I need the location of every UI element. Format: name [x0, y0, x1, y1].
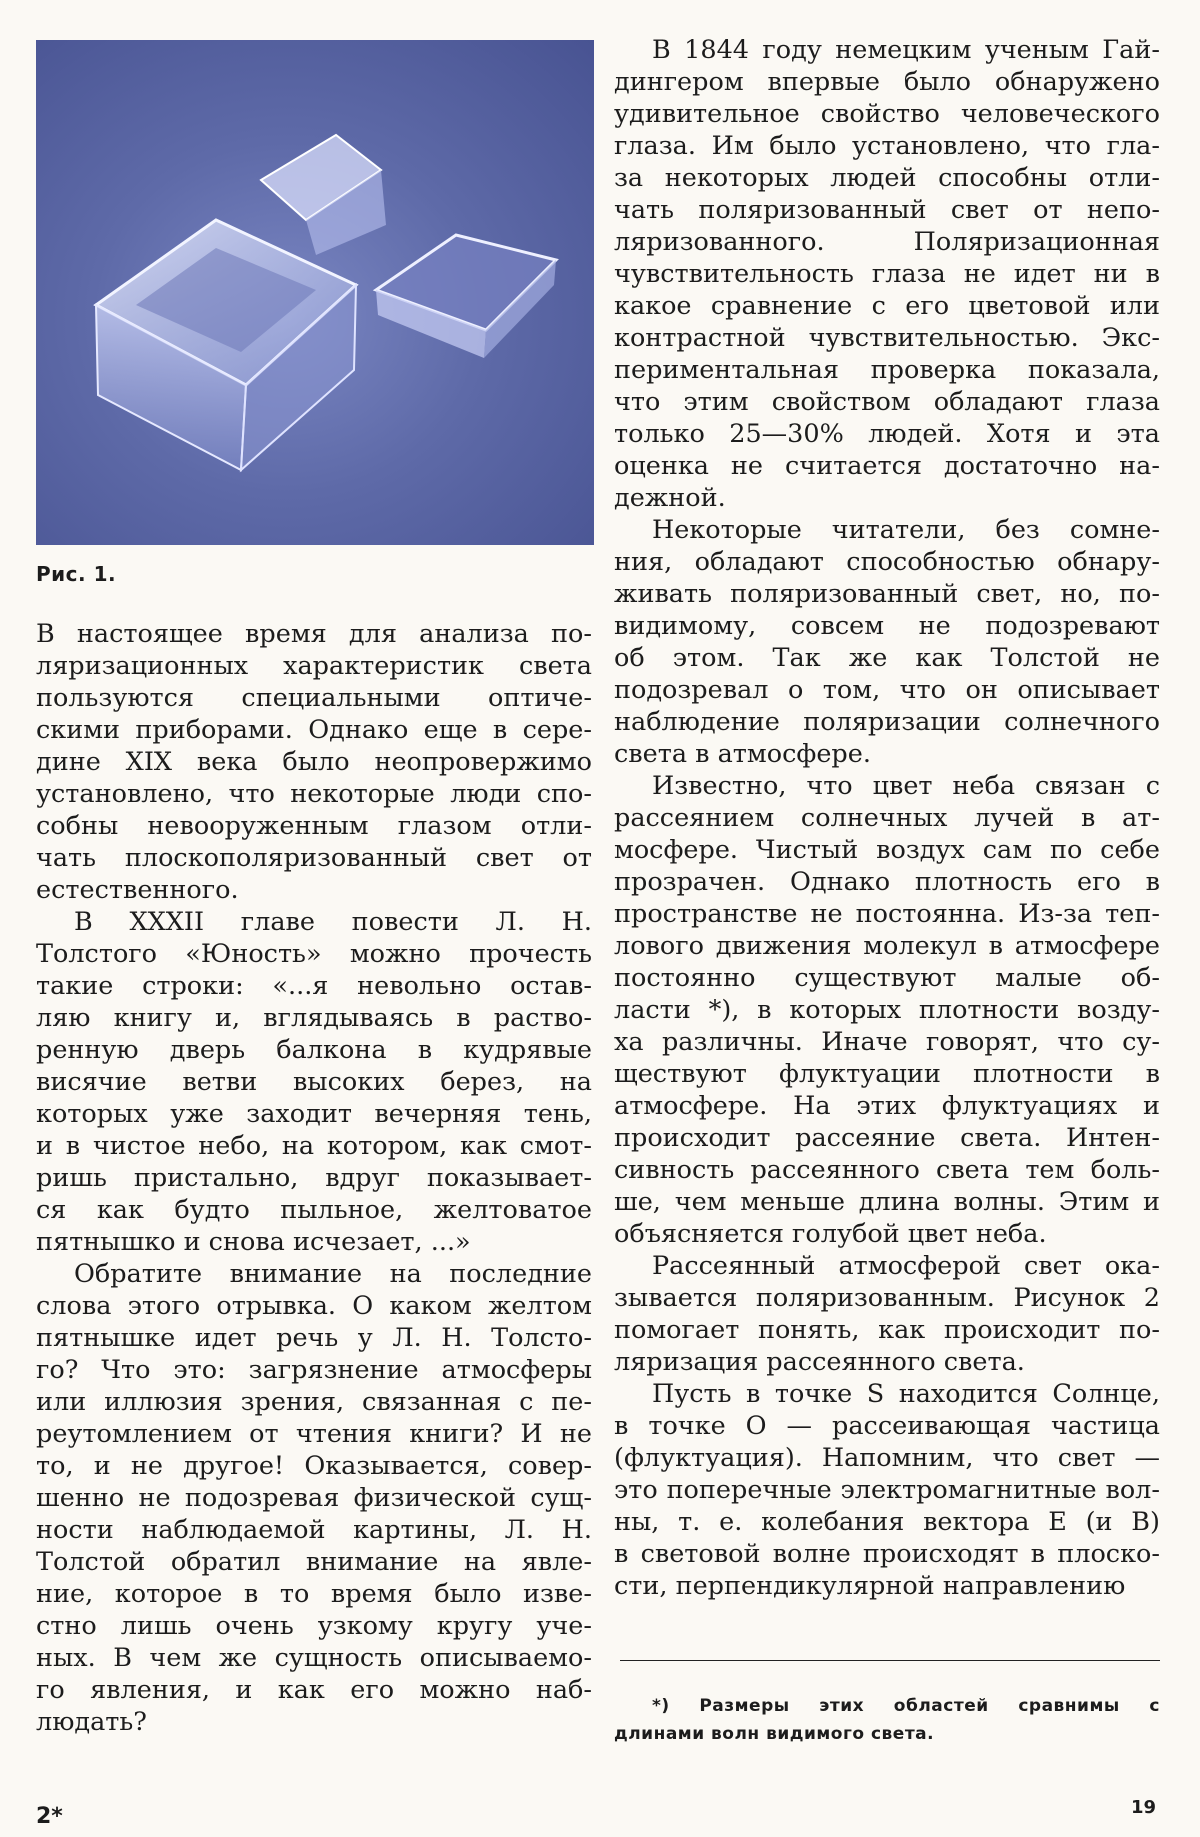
text-line: зывается поляризованным. Рисунок 2 [614, 1283, 1160, 1313]
text-line: естественного. [36, 875, 239, 905]
text-line: ляризованного. Поляризационная [614, 227, 1160, 257]
text-line: помогает понять, как происходит по- [614, 1315, 1160, 1345]
page-number: 19 [1131, 1797, 1157, 1818]
text-line: контрастной чувствительностью. Экс- [614, 323, 1160, 353]
text-line: сти, перпендикулярной направлению [614, 1571, 1126, 1601]
text-line: дингером впервые было обнаружено [614, 67, 1160, 97]
text-line: дине XIX века было неопровержимо [36, 747, 592, 777]
text-line: сивность рассеянного света тем боль- [614, 1155, 1160, 1185]
text-line: это поперечные электромагнитные вол- [614, 1475, 1160, 1505]
text-line: ляризационных характеристик света [36, 651, 592, 681]
text-line: В XXXII главе повести Л. Н. [74, 907, 592, 937]
text-line: ния, обладают способностью обнару- [614, 547, 1160, 577]
text-line: которых уже заходит вечерняя тень, [36, 1099, 592, 1129]
text-line: оценка не считается достаточно на- [614, 451, 1160, 481]
text-line: за некоторых людей способны отли- [614, 163, 1160, 193]
text-line: какое сравнение с его цветовой или [614, 291, 1160, 321]
text-line: рассеянием солнечных лучей в ат- [614, 803, 1160, 833]
text-line: или иллюзия зрения, связанная с пе- [36, 1387, 592, 1417]
text-line: Толстого «Юность» можно прочесть [36, 939, 592, 969]
text-line: лового движения молекул в атмосфере [614, 931, 1160, 961]
footnote-line: длинами волн видимого света. [614, 1724, 935, 1744]
text-line: то, и не другое! Оказывается, совер- [36, 1451, 592, 1481]
text-line: Толстой обратил внимание на явле- [36, 1547, 592, 1577]
text-line: ся как будто пыльное, желтоватое [36, 1195, 592, 1225]
text-line: пространстве не постоянна. Из-за теп- [614, 899, 1160, 929]
text-line: ние, которое в то время было изве- [36, 1579, 592, 1609]
text-line: слова этого отрывка. О каком желтом [36, 1291, 592, 1321]
text-line: света в атмосфере. [614, 739, 871, 769]
text-line: го? Что это: загрязнение атмосферы [36, 1355, 592, 1385]
text-line: ных. В чем же сущность описываемо- [36, 1643, 592, 1673]
text-line: прозрачен. Однако плотность его в [614, 867, 1160, 897]
figure-caption: Рис. 1. [36, 562, 117, 586]
text-line: ности наблюдаемой картины, Л. Н. [36, 1515, 592, 1545]
text-line: и в чистое небо, на котором, как смот- [36, 1131, 592, 1161]
text-line: чувствительность глаза не идет ни в [614, 259, 1160, 289]
text-line: установлено, что некоторые люди спо- [36, 779, 592, 809]
text-line: ны, т. е. колебания вектора E (и B) [614, 1507, 1160, 1537]
text-line: людать? [36, 1707, 147, 1737]
signature-mark: 2* [36, 1804, 63, 1829]
text-line: подозревал о том, что он описывает [614, 675, 1160, 705]
text-line: реутомлением от чтения книги? И не [36, 1419, 592, 1449]
text-line: чать плоскополяризованный свет от [36, 843, 592, 873]
text-line: пятнышке идет речь у Л. Н. Толсто- [36, 1323, 592, 1353]
text-line: чать поляризованный свет от непо- [614, 195, 1160, 225]
text-line: стно лишь очень узкому кругу уче- [36, 1611, 592, 1641]
text-line: скими приборами. Однако еще в сере- [36, 715, 592, 745]
text-line: живать поляризованный свет, но, по- [614, 579, 1160, 609]
text-line: (флуктуация). Напомним, что свет — [614, 1443, 1160, 1473]
text-line: в точке O — рассеивающая частица [614, 1411, 1160, 1441]
text-line: ществуют флуктуации плотности в [614, 1059, 1160, 1089]
text-line: глаза. Им было установлено, что гла- [614, 131, 1160, 161]
text-line: Некоторые читатели, без сомне- [652, 515, 1160, 545]
text-line: мосфере. Чистый воздух сам по себе [614, 835, 1160, 865]
crystals-illustration [36, 40, 594, 545]
text-line: го явления, и как его можно наб- [36, 1675, 592, 1705]
text-line: периментальная проверка показала, [614, 355, 1160, 385]
text-line: ласти *), в которых плотности возду- [614, 995, 1160, 1025]
text-line: объясняется голубой цвет неба. [614, 1219, 1047, 1249]
text-line: ляю книгу и, вглядываясь в раство- [36, 1003, 592, 1033]
text-line: Обратите внимание на последние [74, 1259, 592, 1289]
text-line: В 1844 году немецким ученым Гай- [652, 35, 1160, 65]
text-line: такие строки: «...я невольно остав- [36, 971, 592, 1001]
text-line: только 25—30% людей. Хотя и эта [614, 419, 1160, 449]
footnote-line: *) Размеры этих областей сравнимы с [652, 1696, 1160, 1716]
text-line: ха различны. Иначе говорят, что су- [614, 1027, 1160, 1057]
text-line: постоянно существуют малые об- [614, 963, 1160, 993]
text-line: дежной. [614, 483, 726, 513]
text-line: что этим свойством обладают глаза [614, 387, 1160, 417]
footnote-divider [620, 1660, 1160, 1661]
text-line: ше, чем меньше длина волны. Этим и [614, 1187, 1160, 1217]
text-line: ришь пристально, вдруг показывает- [36, 1163, 592, 1193]
text-line: пятнышко и снова исчезает, ...» [36, 1227, 471, 1257]
text-line: Пусть в точке S находится Солнце, [652, 1379, 1160, 1409]
text-line: пользуются специальными оптиче- [36, 683, 592, 713]
text-line: шенно не подозревая физической сущ- [36, 1483, 592, 1513]
text-line: в световой волне происходят в плоско- [614, 1539, 1160, 1569]
text-line: Известно, что цвет неба связан с [652, 771, 1160, 801]
text-line: ренную дверь балкона в кудрявые [36, 1035, 592, 1065]
figure-photo-crystals [36, 40, 594, 545]
text-line: происходит рассеяние света. Интен- [614, 1123, 1160, 1153]
text-line: атмосфере. На этих флуктуациях и [614, 1091, 1160, 1121]
text-line: об этом. Так же как Толстой не [614, 643, 1160, 673]
text-line: ляризация рассеянного света. [614, 1347, 1025, 1377]
text-line: Рассеянный атмосферой свет ока- [652, 1251, 1160, 1281]
text-line: наблюдение поляризации солнечного [614, 707, 1160, 737]
text-line: удивительное свойство человеческого [614, 99, 1160, 129]
text-line: видимому, совсем не подозревают [614, 611, 1160, 641]
text-line: собны невооруженным глазом отли- [36, 811, 592, 841]
text-line: висячие ветви высоких берез, на [36, 1067, 592, 1097]
text-line: В настоящее время для анализа по- [36, 619, 592, 649]
